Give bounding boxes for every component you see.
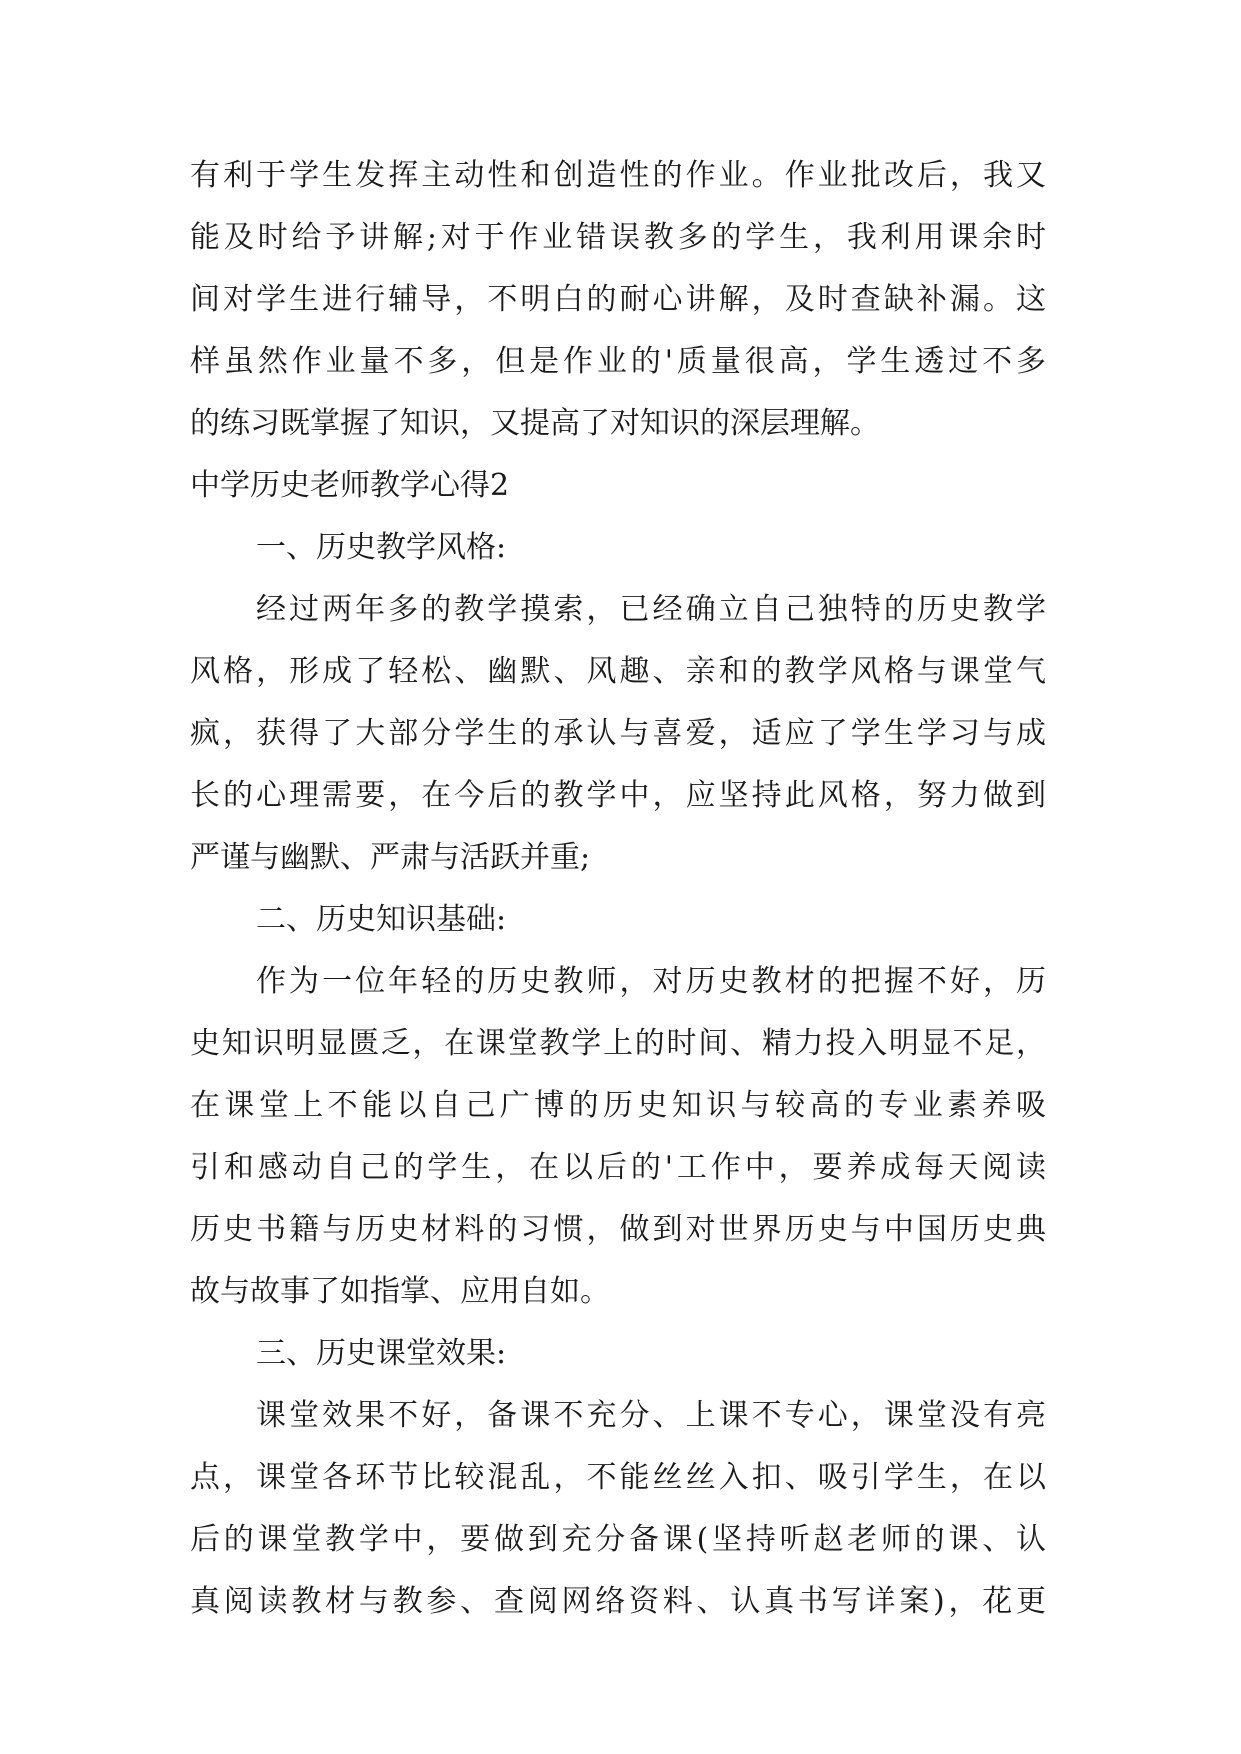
section-title: 中学历史老师教学心得2 <box>190 468 510 503</box>
paragraph-line: 严谨与幽默、严肃与活跃并重; <box>190 840 591 875</box>
section-heading: 二、历史知识基础: <box>256 902 507 937</box>
section-heading: 一、历史教学风格: <box>256 530 507 565</box>
paragraph-line: 样虽然作业量不多，但是作业的'质量很高，学生透过不多 <box>190 344 1046 379</box>
paragraph-line: 后的课堂教学中，要做到充分备课(坚持听赵老师的课、认 <box>190 1522 1046 1557</box>
paragraph-line: 故与故事了如指掌、应用自如。 <box>190 1274 610 1309</box>
paragraph-line: 间对学生进行辅导，不明白的耐心讲解，及时查缺补漏。这 <box>190 282 1046 317</box>
paragraph-line: 有利于学生发挥主动性和创造性的作业。作业批改后，我又 <box>190 158 1046 193</box>
paragraph-line: 的练习既掌握了知识，又提高了对知识的深层理解。 <box>190 406 880 441</box>
paragraph-line: 能及时给予讲解;对于作业错误教多的学生，我利用课余时 <box>190 220 1046 255</box>
paragraph-line: 课堂效果不好，备课不充分、上课不专心，课堂没有亮 <box>256 1398 1046 1433</box>
paragraph-line: 作为一位年轻的历史教师，对历史教材的把握不好，历 <box>256 964 1046 999</box>
section-heading: 三、历史课堂效果: <box>256 1336 507 1371</box>
paragraph-line: 在课堂上不能以自己广博的历史知识与较高的专业素养吸 <box>190 1088 1046 1123</box>
paragraph-line: 风格，形成了轻松、幽默、风趣、亲和的教学风格与课堂气 <box>190 654 1046 689</box>
paragraph-line: 点，课堂各环节比较混乱，不能丝丝入扣、吸引学生，在以 <box>190 1460 1046 1495</box>
paragraph-line: 长的心理需要，在今后的教学中，应坚持此风格，努力做到 <box>190 778 1046 813</box>
paragraph-line: 史知识明显匮乏，在课堂教学上的时间、精力投入明显不足， <box>190 1026 1046 1061</box>
paragraph-line: 真阅读教材与教参、查阅网络资料、认真书写详案)，花更 <box>190 1584 1046 1619</box>
paragraph-line: 历史书籍与历史材料的习惯，做到对世界历史与中国历史典 <box>190 1212 1046 1247</box>
paragraph-line: 引和感动自己的学生，在以后的'工作中，要养成每天阅读 <box>190 1150 1046 1185</box>
paragraph-line: 疯，获得了大部分学生的承认与喜爱，适应了学生学习与成 <box>190 716 1046 751</box>
paragraph-line: 经过两年多的教学摸索，已经确立自己独特的历史教学 <box>256 592 1046 627</box>
